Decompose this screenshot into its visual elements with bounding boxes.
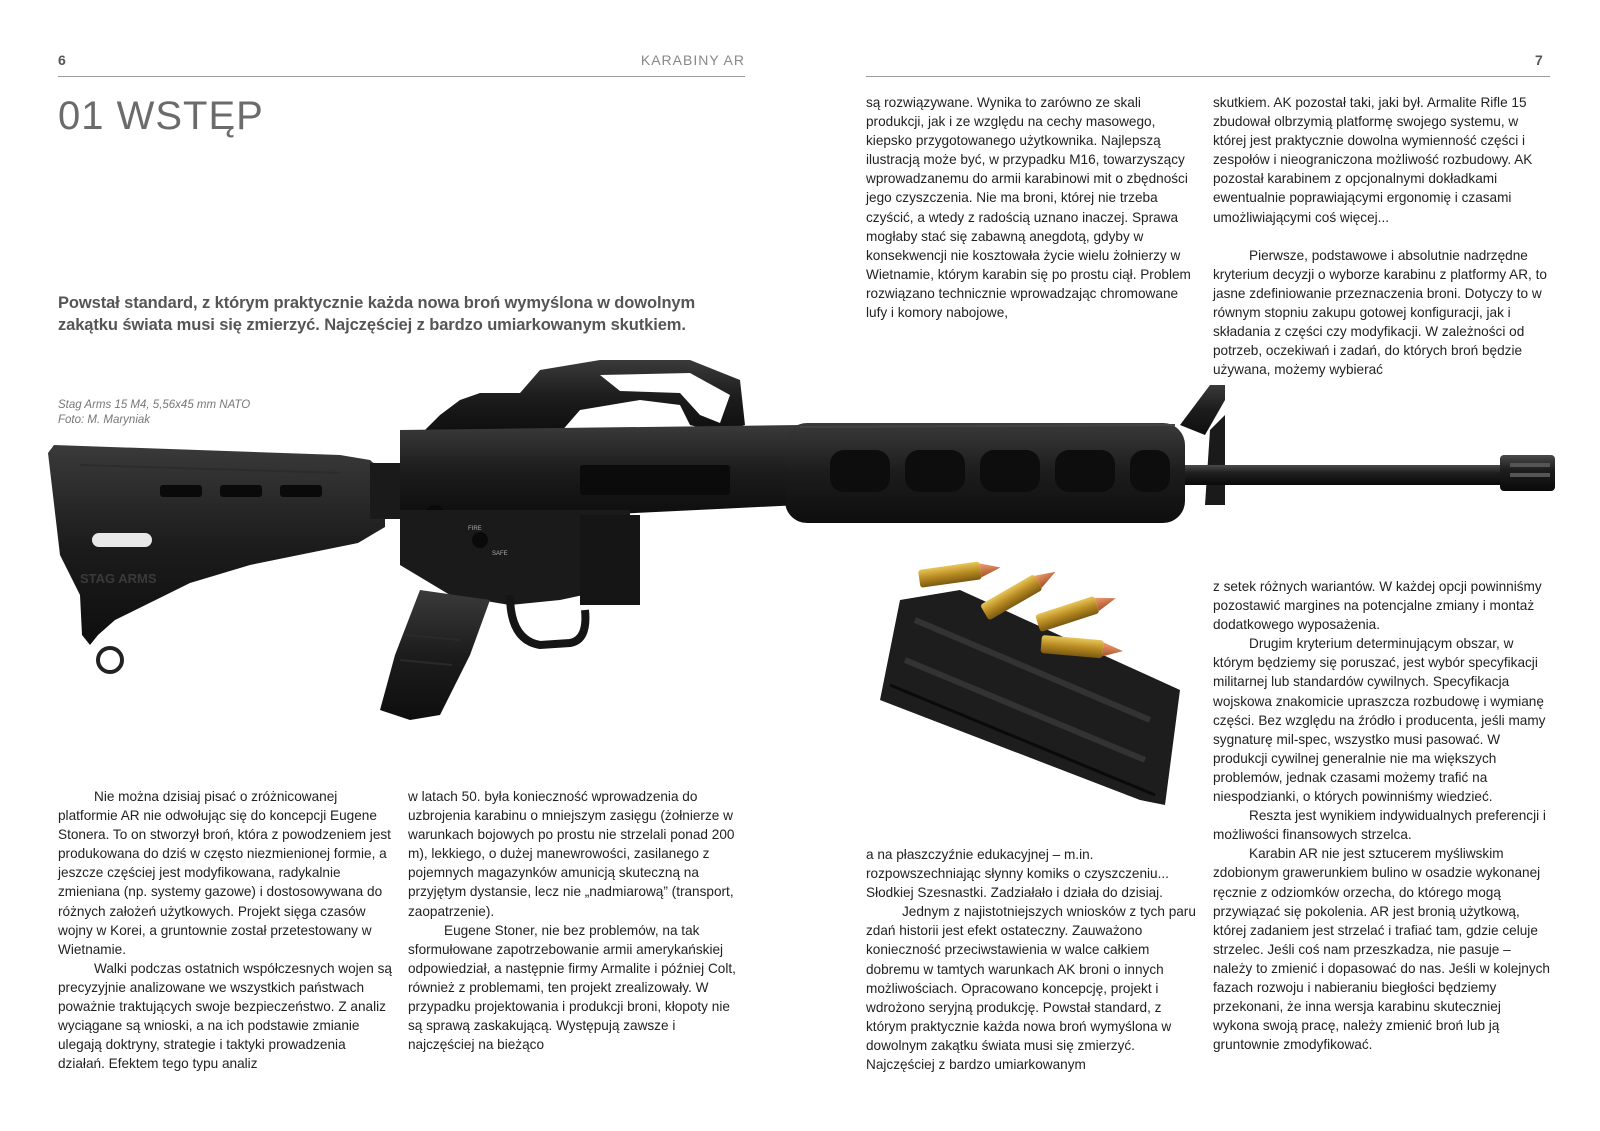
paragraph: Drugim kryterium determinującym obszar, w którym będziemy się poruszać, jest wybór specyfikacji militarnej lub standardów cywilnych. Specyfikacja wojskowa znakomicie upraszcza rozbudowę i wymianę części. Bez względu na źródło i producenta, jeśli mamy sygnaturę mil-spec, wszystko musi pasować. W produkcji cywilnej generalnie nie ma większych problemów, jednak czasami możemy trafić na niespodzianki, o których powinniśmy wiedzieć.: [1213, 636, 1546, 805]
paragraph: w latach 50. była konieczność wprowadzenia do uzbrojenia karabinu o mniejszym zasięgu (żołnierze w warunkach bojowych po prostu nie strzelali ponad 200 m), lekkiego, o dużej manewrowości, zasilanego z pojemnych magazynków amunicją skuteczną na przyjętym dystansie, lecz nie „nadmiarową” (transport, zaopatrzenie).: [408, 789, 735, 919]
paragraph: z setek różnych wariantów. W każdej opcji powinniśmy pozostawić margines na potencjalne zmiany i montaż dodatkowego wyposażenia.: [1213, 579, 1542, 633]
header-rule-left: [58, 76, 745, 77]
right-page-number: 7: [1535, 52, 1543, 68]
paragraph: Reszta jest wynikiem indywidualnych preferencji i możliwości finansowych strzelca.: [1213, 808, 1546, 843]
paragraph: Pierwsze, podstawowe i absolutnie nadrzędne kryterium decyzji o wyborze karabinu z platformy AR, to jasne zdefiniowanie przeznaczenia broni. Dotyczy to w równym stopniu zakupu gotowej konfiguracji, jak i składania z części czy modyfikacji. W zależności od potrzeb, oczekiwań i zadań, do których broń będzie używana, możemy wybierać: [1213, 247, 1547, 378]
header-rule-right: [866, 76, 1550, 77]
lead-paragraph: Powstał standard, z którym praktycznie każda nowa broń wymyślona w dowolnym zakątku świata musi się zmierzyć. Najczęściej z bardzo umiarkowanym skutkiem.: [58, 294, 696, 334]
paragraph: Nie można dzisiaj pisać o zróżnicowanej platformie AR nie odwołując się do koncepcji Eugene Stonera. To on stworzył broń, która z powodzeniem jest produkowana do dziś w często niezmienionej formie, a jeszcze częściej jest modyfikowana, radykalnie zmieniana (np. systemy gazowe) i dostosowywana do różnych założeń użytkowych. Projekt sięga czasów wojny w Korei, a gruntownie został przetestowany w Wietnamie.: [58, 789, 391, 957]
left-page-number: 6: [58, 52, 66, 68]
text-column-3: [866, 93, 1201, 322]
chapter-title: 01 WSTĘP: [58, 94, 264, 138]
paragraph: Eugene Stoner, nie bez problemów, na tak sformułowane zapotrzebowanie armii amerykańskiej odpowiedział, a następnie firmy Armalite i później Colt, również z problemami, ten projekt zrealizowały. W przypadku projektowania i produkcji broni, kłopoty nie są sprawą zaskakującą. Występują zawsze i najczęściej na bieżąco: [408, 922, 736, 1053]
selector-safe: SAFE: [492, 551, 508, 557]
text-column-2: [408, 787, 745, 1054]
text-column-6: [866, 845, 1201, 1074]
caption-model: Stag Arms 15 M4, 5,56x45 mm NATO: [58, 399, 251, 411]
text-column-1: [58, 787, 393, 1073]
paragraph: a na płaszczyźnie edukacyjnej – m.in. rozpowszechniając słynny komiks o czyszczeniu... Słodkiej Szesnastki. Zadziałało i działa do dzisiaj.: [866, 847, 1169, 901]
stock-marking: STAG ARMS: [80, 571, 157, 586]
selector-fire: FIRE: [468, 526, 482, 532]
paragraph: skutkiem. AK pozostał taki, jaki był. Armalite Rifle 15 zbudował olbrzymią platformę swojego systemu, w której jest praktycznie dowolna wymienność części i zespołów i nieograniczona możliwość rozbudowy. AK pozostał karabinem z opcjonalnymi dokładkami ewentualnie poprawiającymi ergonomię i czasami umożliwiającymi coś więcej...: [1213, 95, 1533, 225]
paragraph: są rozwiązywane. Wynika to zarówno ze skali produkcji, jak i ze względu na cechy masowego, kiepsko przygotowanego użytkownika. Najlepszą ilustracją może być, w przypadku M16, towarzyszący wprowadzanemu do armii karabinowi mit o zbędności jego czyszczenia. Nie ma broni, której nie trzeba czyścić, a wtedy z radością uznano inaczej. Sprawa mogłaby stać się zabawną anegdotą, gdyby w konsekwencji nie kosztowała życie wielu żołnierzy w Wietnamie, którym karabin się po prostu ciął. Problem rozwiązano technicznie wprowadzając chromowane lufy i komory nabojowe,: [866, 95, 1191, 321]
magazine-and-ammo-photo: [860, 560, 1200, 830]
paragraph: Karabin AR nie jest sztucerem myśliwskim zdobionym grawerunkiem bulino w osadzie wykonanej ręcznie z odziomków orzecha, do którego mogą przywiązać się pokolenia. AR jest bronią użytkową, której zadaniem jest strzelać i trafiać tam, gdzie celuje strzelec. Jeśli coś nam przeszkadza, nie pasuje – należy to zmienić i dopasować do nas. Jeśli w kolejnych fazach rozwoju i nabieraniu biegłości będziemy przekonani, że inna wersja karabinu skuteczniej wykona swoją pracę, należy zmienić broń lub ją gruntownie zmodyfikować.: [1213, 846, 1550, 1053]
caption-credit: Foto: M. Maryniak: [58, 414, 151, 426]
text-column-4: [1213, 93, 1550, 379]
paragraph: Jednym z najistotniejszych wniosków z tych paru zdań historii jest efekt ostateczny. Zauważono konieczność przeciwstawienia w walce całkiem dobremu w tamtych warunkach AK broni o innych możliwościach. Opracowano koncepcję, projekt i wdrożono seryjną produkcję. Powstał standard, z którym praktycznie każda nowa broń wymyślona w dowolnym zakątku świata musi się zmierzyć. Najczęściej z bardzo umiarkowanym: [866, 904, 1196, 1073]
running-title: KARABINY AR: [640, 52, 745, 68]
text-column-5: [1213, 577, 1550, 1054]
paragraph: Walki podczas ostatnich współczesnych wojen są precyzyjnie analizowane we wszystkich państwach poważnie traktujących swoje bezpieczeństwo. Z analiz wyciągane są wnioski, a na ich podstawie zmianie ulegają doktryny, strategie i taktyki prowadzenia działań. Efektem tego typu analiz: [58, 960, 392, 1072]
